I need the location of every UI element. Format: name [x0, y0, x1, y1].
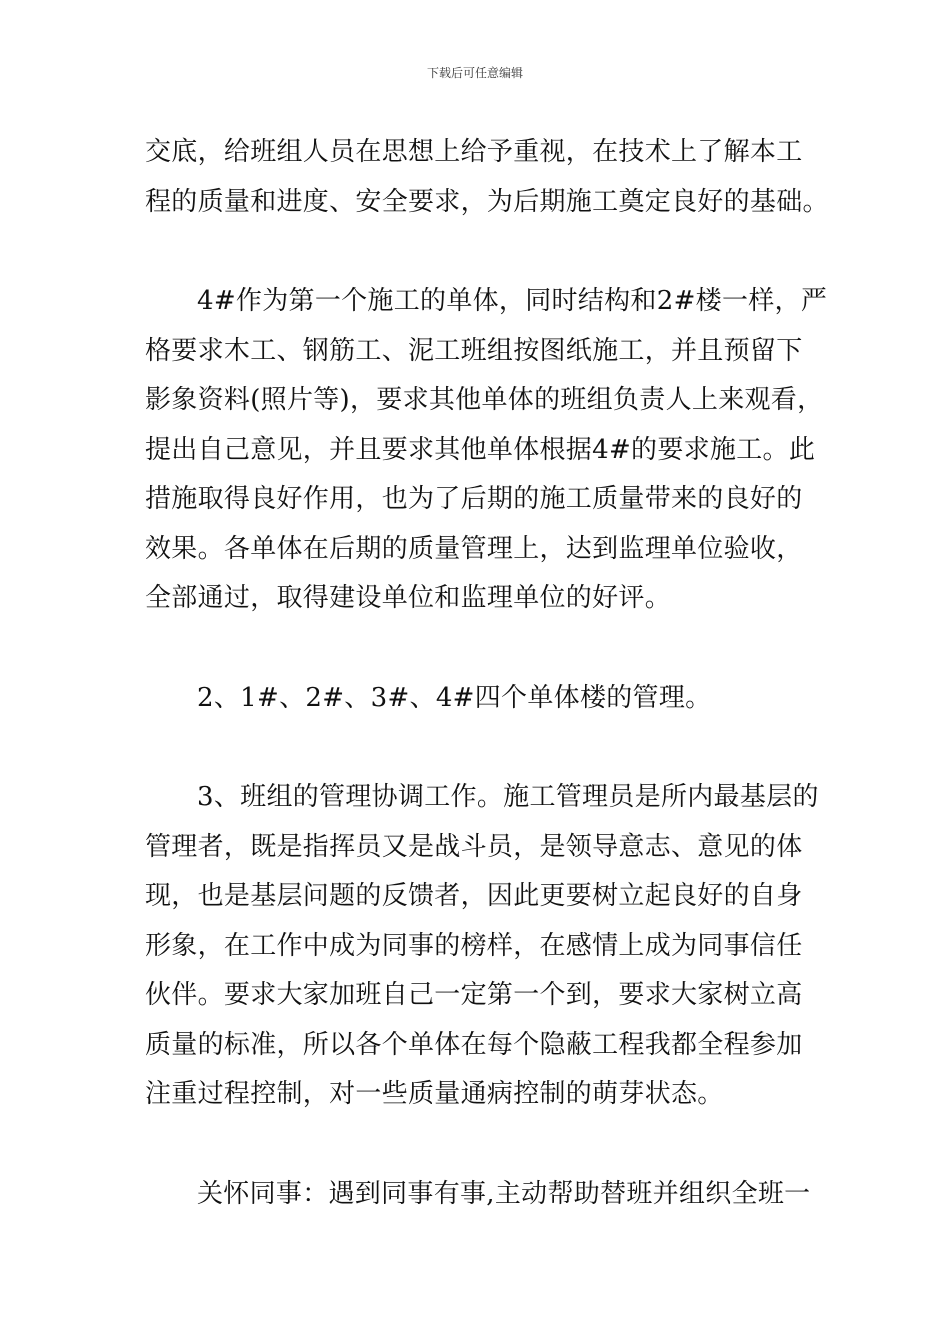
- document-body: [145, 128, 829, 1219]
- paragraph-gap: [145, 1120, 815, 1170]
- paragraph-line: 3、班组的管理协调工作。施工管理员是所内最基层的: [197, 782, 819, 812]
- paragraph-line: 格要求木工、钢筋工、泥工班组按图纸施工，并且预留下: [145, 335, 803, 366]
- paragraph-line: 影象资料(照片等)，要求其他单体的班组负责人上来观看，: [145, 385, 824, 415]
- paragraph-line: 关怀同事：遇到同事有事,主动帮助替班并组织全班一: [197, 1178, 811, 1209]
- header-note: 下载后可任意编辑: [426, 66, 523, 80]
- paragraph-line: 效果。各单体在后期的质量管理上，达到监理单位验收，: [145, 533, 803, 564]
- paragraph-gap: [145, 227, 815, 277]
- paragraph-line: 交底，给班组人员在思想上给予重视，在技术上了解本工: [145, 137, 803, 167]
- paragraph-line: 2、1#、2#、3#、4#四个单体楼的管理。: [197, 682, 712, 713]
- paragraph-1: [145, 128, 829, 227]
- paragraph-line: 提出自己意见，并且要求其他单体根据4#的要求施工。此: [145, 434, 816, 465]
- paragraph-line: 措施取得良好作用，也为了后期的施工质量带来的良好的: [145, 484, 803, 514]
- paragraph-5: [145, 1170, 815, 1220]
- paragraph-line: 管理者，既是指挥员又是战斗员，是领导意志、意见的体: [145, 831, 803, 862]
- paragraph-line: 4#作为第一个施工的单体，同时结构和2#楼一样，严: [197, 286, 828, 316]
- paragraph-3: [145, 674, 815, 724]
- paragraph-line: 程的质量和进度、安全要求，为后期施工奠定良好的基础。: [145, 186, 829, 217]
- paragraph-line: 注重过程控制，对一些质量通病控制的萌芽状态。: [145, 1079, 724, 1109]
- paragraph-4: [145, 773, 819, 1120]
- paragraph-line: 伙伴。要求大家加班自己一定第一个到，要求大家树立高: [145, 980, 803, 1010]
- paragraph-line: 现，也是基层问题的反馈者，因此更要树立起良好的自身: [145, 881, 803, 911]
- paragraph-line: 形象，在工作中成为同事的榜样，在感情上成为同事信任: [145, 930, 803, 961]
- paragraph-line: 全部通过，取得建设单位和监理单位的好评。: [145, 583, 672, 613]
- paragraph-gap: [145, 624, 815, 674]
- paragraph-gap: [145, 723, 815, 773]
- paragraph-line: 质量的标准，所以各个单体在每个隐蔽工程我都全程参加: [145, 1029, 803, 1060]
- paragraph-2: [145, 277, 828, 624]
